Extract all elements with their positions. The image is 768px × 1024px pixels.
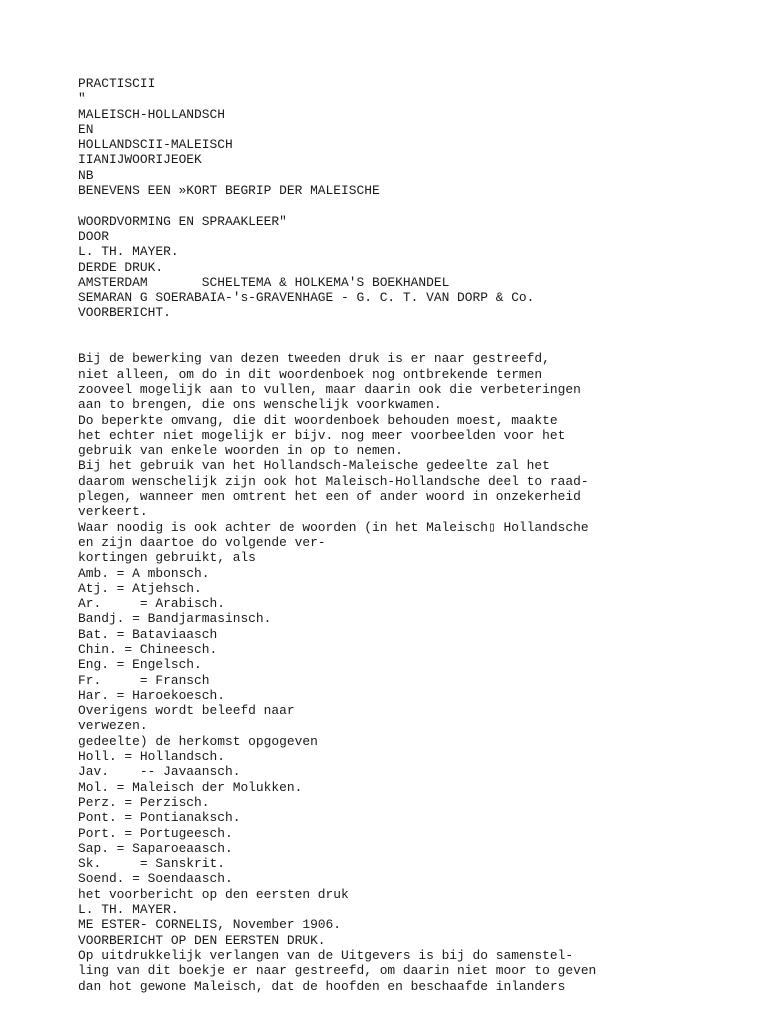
abbreviation-entry: Sap. = Saparoeaasch. [78, 840, 233, 856]
abbreviation-entry: Pont. = Pontianaksch. [78, 810, 241, 826]
text-line: daarom wenschelijk zijn ook hot Maleisch-Hollandsche deel to raad- [78, 473, 589, 489]
text-line: BENEVENS EEN »KORT BEGRIP DER MALEISCHE [78, 183, 380, 199]
abbreviation-entry: Soend. = Soendaasch. [78, 871, 233, 887]
abbreviation-entry: Har. = Haroekoesch. [78, 687, 225, 703]
text-line: NB [78, 167, 94, 183]
text-line: Bij de bewerking van dezen tweeden druk is er naar gestreefd, [78, 351, 550, 367]
abbreviation-entry: Bat. = Bataviaasch [78, 626, 218, 642]
text-line: DOOR [78, 228, 109, 244]
blank-line [78, 198, 758, 213]
abbreviation-entry: Sk. = Sanskrit. [78, 856, 225, 872]
title-block [78, 76, 758, 198]
author-signature: L. TH. MAYER. [78, 902, 179, 918]
imprint-block [78, 214, 758, 321]
text-line: aan to brengen, die ons wenschelijk voorkwamen. [78, 397, 442, 413]
text-line: verwezen. [78, 718, 148, 734]
text-line: het voorbericht op den eersten druk [78, 886, 349, 902]
blank-line [78, 321, 758, 352]
abbreviation-entry: Perz. = Perzisch. [78, 794, 210, 810]
abbreviation-entry: Atj. = Atjehsch. [78, 580, 202, 596]
section-heading: VOORBERICHT OP DEN EERSTEN DRUK. [78, 932, 326, 948]
abbreviation-entry: Chin. = Chineesch. [78, 641, 218, 657]
text-line: Op uitdrukkelijk verlangen van de Uitgevers is bij do samenstel- [78, 947, 574, 963]
document-text [78, 76, 758, 994]
abbreviation-entry: Holl. = Hollandsch. [78, 749, 225, 765]
text-line: " [78, 91, 86, 107]
text-line: gebruik van enkele woorden in op to nemen. [78, 443, 403, 459]
abbreviation-entry: Ar. = Arabisch. [78, 596, 225, 612]
body-text [78, 351, 758, 993]
text-line: Bij het gebruik van het Hollandsch-Maleische gedeelte zal het [78, 458, 550, 474]
text-line: dan hot gewone Maleisch, dat de hoofden en beschaafde inlanders [78, 978, 566, 994]
text-line: WOORDVORMING EN SPRAAKLEER" [78, 213, 287, 229]
text-line: ling van dit boekje er naar gestreefd, om daarin niet moor to geven [78, 963, 597, 979]
text-line: kortingen gebruikt, als [78, 550, 256, 566]
text-line: HOLLANDSCII-MALEISCH [78, 137, 233, 153]
place-date: ME ESTER- CORNELIS, November 1906. [78, 917, 342, 933]
abbreviation-entry: Eng. = Engelsch. [78, 657, 202, 673]
abbreviation-entry: Fr. = Fransch [78, 672, 210, 688]
text-line: EN [78, 121, 94, 137]
text-line: DERDE DRUK. [78, 259, 164, 275]
text-line: MALEISCH-HOLLANDSCH [78, 106, 225, 122]
text-line: en zijn daartoe do volgende ver- [78, 534, 326, 550]
text-line: Do beperkte omvang, die dit woordenboek behouden moest, maakte [78, 412, 558, 428]
abbreviation-entry: Port. = Portugeesch. [78, 825, 233, 841]
text-line: zooveel mogelijk aan to vullen, maar daarin ook die verbeteringen [78, 381, 581, 397]
text-line: PRACTISCII [78, 76, 156, 91]
text-line: verkeert. [78, 504, 148, 520]
text-line: plegen, wanneer men omtrent het een of ander woord in onzekerheid [78, 489, 581, 505]
text-line: Overigens wordt beleefd naar [78, 703, 295, 719]
text-line: L. TH. MAYER. [78, 244, 179, 260]
abbreviation-entry: Mol. = Maleisch der Molukken. [78, 779, 303, 795]
text-line: gedeelte) de herkomst opgogeven [78, 733, 318, 749]
text-line: SEMARAN G SOERABAIA-'s-GRAVENHAGE - G. C. T. VAN DORP & Co. [78, 290, 535, 306]
text-line: niet alleen, om do in dit woordenboek nog ontbrekende termen [78, 366, 543, 382]
text-line: Waar noodig is ook achter de woorden (in het Maleisch▯ Hollandsche [78, 519, 589, 535]
abbreviation-entry: Amb. = A mbonsch. [78, 565, 210, 581]
section-heading: VOORBERICHT. [78, 305, 171, 321]
text-line: IIANIJWOORIJEOEK [78, 152, 202, 168]
abbreviation-entry: Bandj. = Bandjarmasinsch. [78, 611, 272, 627]
abbreviation-entry: Jav. -- Javaansch. [78, 764, 241, 780]
text-line: het echter niet mogelijk er bijv. nog meer voorbeelden voor het [78, 427, 566, 443]
text-line: AMSTERDAM SCHELTEMA & HOLKEMA'S BOEKHANDEL [78, 274, 450, 290]
